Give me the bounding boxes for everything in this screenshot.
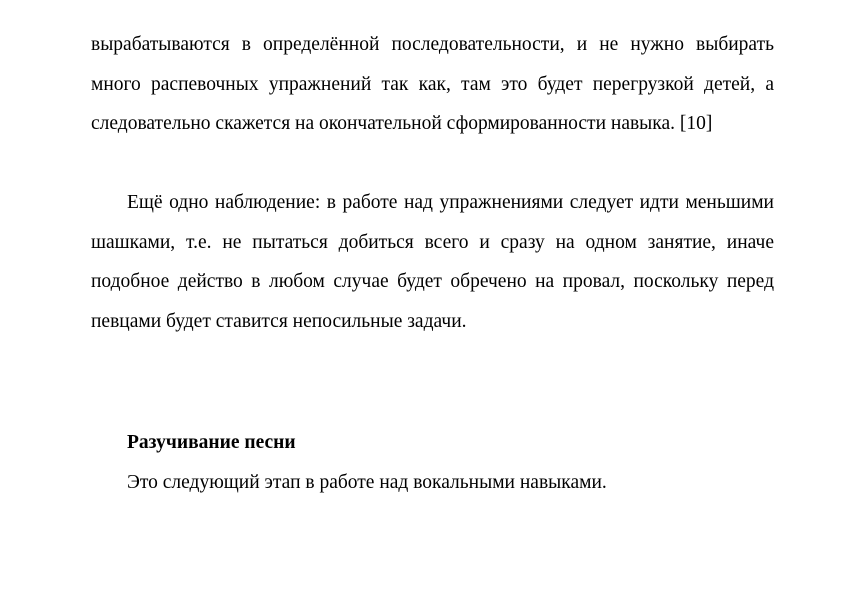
- section-heading: Разучивание песни: [127, 432, 296, 453]
- body-paragraph-observation: Ещё одно наблюдение: в работе над упражнениями следует идти меньшими шашками, т.е. не пытаться добиться всего и сразу на одном занятие, иначе подобное действо в любом случае будет обречено на провал, поскольку перед певцами будет ставится непосильные задачи.: [91, 192, 774, 332]
- body-paragraph-continued: вырабатываются в определённой последовательности, и не нужно выбирать много распевочных упражнений так как, там это будет перегрузкой детей, а следовательно скажется на окончательной сформированности навыка. [10]: [91, 34, 774, 135]
- body-paragraph-intro: Это следующий этап в работе над вокальными навыками.: [127, 472, 607, 493]
